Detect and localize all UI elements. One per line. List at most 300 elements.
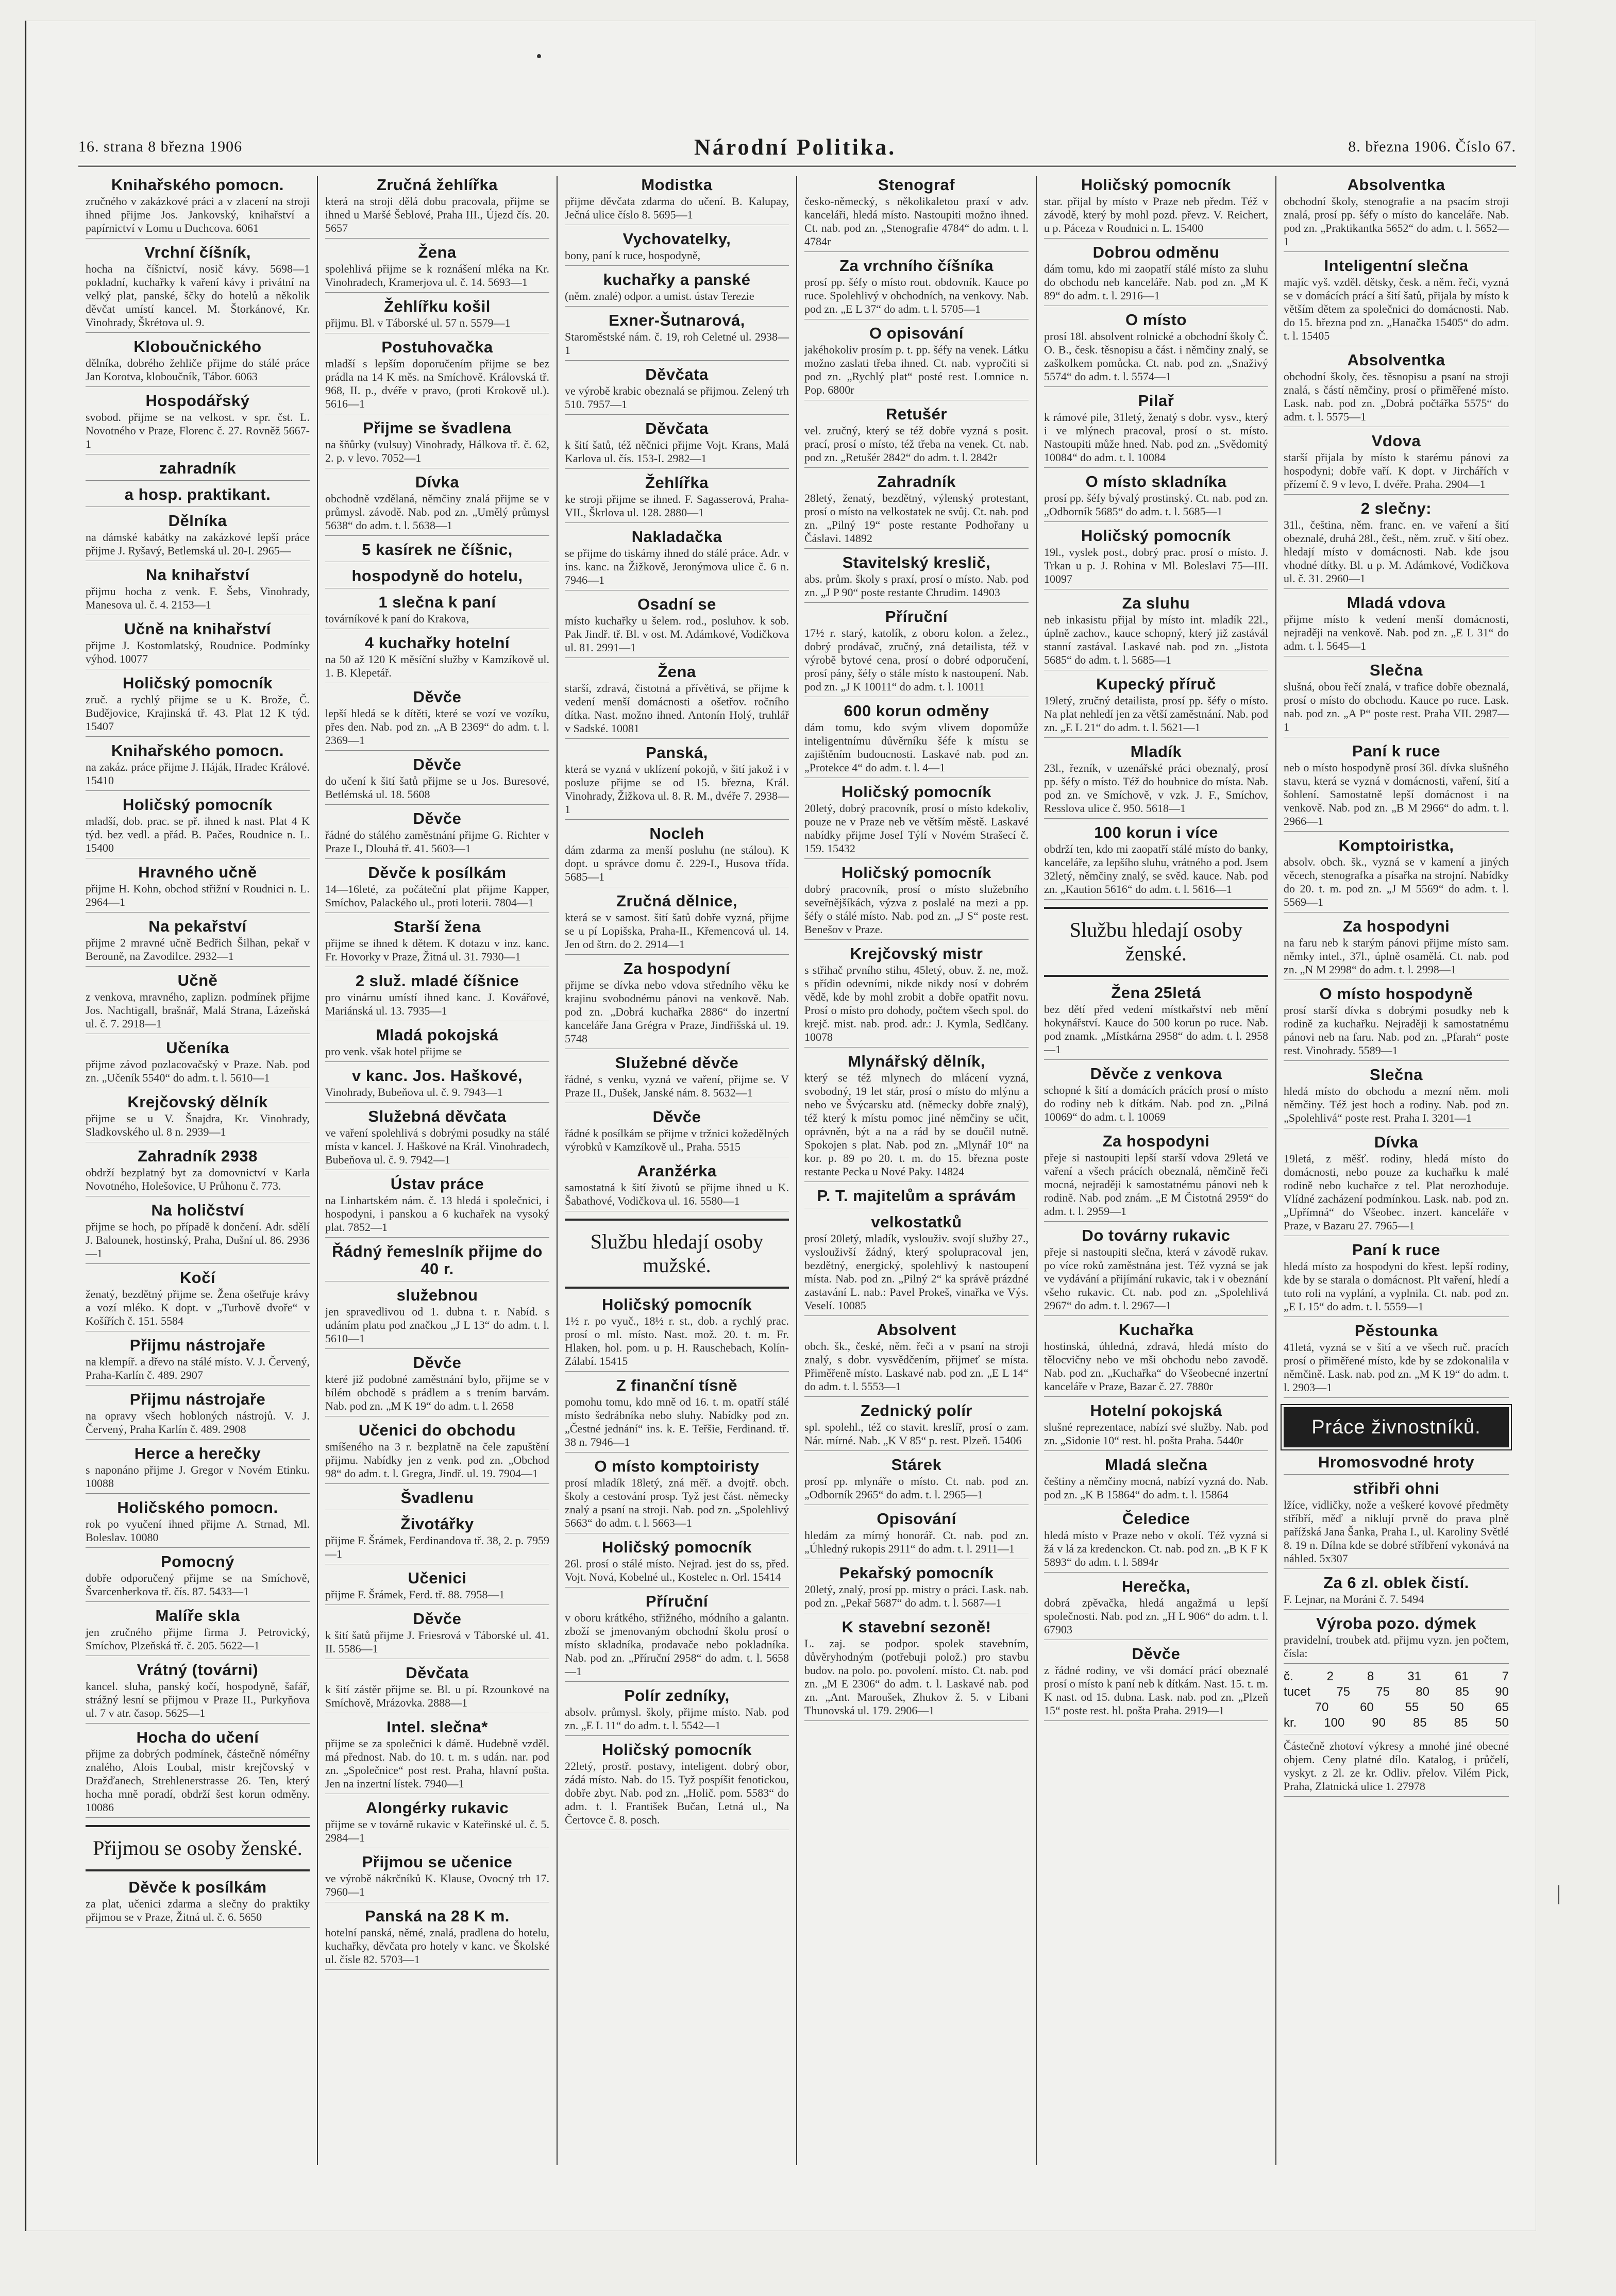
ad-heading: Nakladačka (631, 528, 722, 546)
column-6 (1276, 176, 1516, 2165)
ad-body: přijme J. Kostomlatský, Roudnice. Podmínky výhod. 10077 (86, 639, 310, 665)
ad-heading: Postuhovačka (381, 338, 493, 356)
ad-body: dám zdarma za menší posluhu (ne stálou). K dopt. u správce domu č. 229-I., Husova třída. 5685—1 (565, 843, 789, 883)
ad-body: pro vinárnu umístí ihned kanc. J. Kovářové, Mariánská ul. 13. 7935—1 (325, 991, 549, 1017)
ad-body: 19l., vyslek post., dobrý prac. prosí o místo. J. Trkan u p. J. Rohina v Ml. Boleslavi 75—III. 10097 (1044, 546, 1268, 585)
ad-body: spl. spolehl., též co stavit. kreslíř, prosí o zam. Nár. mírné. Nab. „K V 85“ p. rest. Plzeň. 15406 (804, 1421, 1029, 1447)
ad-heading: K stavební sezoně! (841, 1618, 991, 1636)
ad-body: do učení k šití šatů přijme se u Jos. Buresové, Betlémská ul. 18. 5608 (325, 774, 549, 801)
ad-body: ve výrobě nákrčníků K. Klause, Ovocný trh 17. 7960—1 (325, 1872, 549, 1898)
ad-heading: 100 korun i více (1094, 823, 1218, 841)
classified-ad (804, 945, 1029, 1048)
classified-ad (804, 176, 1029, 252)
ad-heading: Přijme se švadlena (363, 419, 512, 437)
ad-heading: velkostatků (871, 1213, 962, 1231)
classified-ad (1284, 1740, 1509, 1797)
ad-heading: Nocleh (649, 824, 704, 842)
ad-heading: Řádný řemeslník přijme do 40 r. (332, 1242, 543, 1278)
ad-heading: Knihařského pomocn. (111, 741, 284, 759)
price-cell: 75 (1336, 1685, 1351, 1699)
classified-ad (1044, 1133, 1268, 1222)
ad-body: za plat, učenici zdarma a slečny do praktiky přijmou se v Praze, Žitná ul. č. 6. 5650 (86, 1897, 310, 1923)
ad-body: s naponáno přijme J. Gregor v Novém Etinku. 10088 (86, 1463, 310, 1490)
classified-ad (86, 338, 310, 387)
ad-body: řádné k posílkám se přijme v tržnici kožedělných výrobků v Kamzíkově ul., Praha. 5515 (565, 1127, 789, 1153)
price-row (1284, 1715, 1509, 1731)
ad-body: přijme místo k vedení menší domácnosti, nejraději na venkově. Nab. pod zn. „E L 31“ do adm. t. l. 5645—1 (1284, 613, 1509, 652)
ad-heading: zahradník (159, 459, 237, 477)
ad-heading: Slečna (1370, 1066, 1423, 1084)
ad-heading: Inteligentní slečna (1324, 257, 1469, 275)
ad-body: přijme F. Šrámek, Ferd. tř. 88. 7958—1 (325, 1588, 505, 1601)
ad-heading: Herečka, (1121, 1577, 1191, 1595)
ad-body: hostinská, úhledná, zdravá, hledá místo do tělocvičny nebo ve mši obchodu nebo zavodě. Nab. pod zn. „Kuchařka“ do Všeobecné inzertní kanceláře v Praze, Bazar č. 27. 7880r (1044, 1340, 1268, 1393)
classified-ad (565, 528, 789, 590)
classified-ad (804, 1402, 1029, 1451)
classified-ad (804, 608, 1029, 697)
ad-body: 20letý, znalý, prosí pp. mistry o práci. Lask. nab. pod zn. „Pekař 5687“ do adm. t. l. 5687—1 (804, 1583, 1029, 1609)
ad-heading: Malíře skla (155, 1607, 240, 1625)
classified-ad (325, 244, 549, 293)
ad-heading: Služebné děvče (615, 1054, 739, 1072)
ad-body: která se vyzná v uklízení pokojů, v šití jakož i v posluze přijme se od 15. března, Král. Vinohrady, Žižkova ul. 8. R. M., dvéře 7. 2938—1 (565, 763, 789, 816)
classified-ad (325, 688, 549, 751)
ad-heading: Zahradník (877, 472, 956, 491)
ad-body: jen spravedlivou od 1. dubna t. r. Nabíd. s udáním platu pod značkou „J L 13“ do adm. t. l. 5610—1 (325, 1305, 549, 1345)
ad-heading: Panská, (646, 744, 708, 762)
ad-heading: Komptoiristka, (1338, 836, 1454, 854)
ad-body: Staroměstské nám. č. 19, roh Celetné ul. 2938—1 (565, 330, 789, 357)
price-row (1284, 1700, 1509, 1715)
ad-body: k šití zástěr přijme se. Bl. u pí. Rzounkové na Smíchově, Mrázovka. 2888—1 (325, 1683, 549, 1709)
classified-ad (325, 474, 549, 536)
classified-ad (1044, 595, 1268, 670)
ad-body: hotelní panská, němé, znalá, pradlena do hotelu, kuchařky, děvčata pro hotely v kanc. ve Školské ul. čísle 82. 5703—1 (325, 1926, 549, 1966)
ad-heading: Hromosvodné hroty (1318, 1453, 1475, 1471)
classified-ad (565, 1054, 789, 1103)
ad-body: bez dětí před vedení místkařství neb mění hokynářství. Kauce do 500 korun po ruce. Nab. pod znamk. „Místkárna 2958“ do adm. t. l. 2958—1 (1044, 1003, 1268, 1056)
ad-heading: Příruční (645, 1592, 709, 1610)
ad-heading: Holičský pomocník (601, 1295, 752, 1313)
ad-heading: Opisování (877, 1510, 956, 1528)
ad-body: prosí mladík 18letý, zná měř. a dvojtř. obch. školy a cestování prosp. Tyž jest část. německy znalý a psaní na stroji. Nab. pod zn. „Spolehlivý 5663“ do adm. t. l. 5663—1 (565, 1476, 789, 1529)
ad-body: obchodně vzdělaná, němčiny znalá přijme se v průmysl. závodě. Nab. pod zn. „Umělý průmysl 5638“ do adm. t. l. 5638—1 (325, 492, 549, 532)
classified-ad (86, 864, 310, 913)
ad-heading: Za sluhu (1122, 594, 1190, 612)
price-cell: 31 (1407, 1669, 1421, 1683)
classified-ad (325, 810, 549, 859)
classified-ad (804, 702, 1029, 778)
ad-heading: Hocha do učení (136, 1728, 259, 1746)
ad-heading: Hravného učně (138, 863, 257, 881)
price-cell: 100 (1324, 1716, 1345, 1730)
ad-heading: Hotelní pokojská (1090, 1402, 1222, 1420)
masthead-title: Národní Politika. (694, 134, 897, 160)
ad-heading: Holičský pomocník (601, 1741, 752, 1759)
ad-heading: Žena 25letá (1111, 984, 1201, 1002)
ad-heading: Modistka (641, 176, 713, 194)
ad-body: ve vaření spolehlivá s dobrými posudky na stálé místa v kancel. J. Haškové na Král. Vinohradech, Bubeňova ul. č. 9. 7942—1 (325, 1126, 549, 1166)
section-heading: Službu hledají osoby mužské. (565, 1219, 789, 1289)
ad-heading: Přijmu nástrojaře (129, 1390, 266, 1408)
ad-heading: Stárek (891, 1456, 942, 1474)
ad-heading: Na pekařství (148, 917, 247, 935)
classified-ad (86, 460, 310, 481)
classified-ad (1044, 311, 1268, 387)
ad-body: prosí starší dívka s dobrými posudky neb k rodině za kuchařku. Nejraději k samostatnému pánovi neb na faru. Nab. pod zn. „Pfarah“ poste rest. Vinohrady. 5589—1 (1284, 1004, 1509, 1057)
price-cell: 85 (1455, 1685, 1469, 1699)
price-cell: č. (1284, 1669, 1293, 1683)
classified-ad (86, 1553, 310, 1602)
ad-body: přijme se v továrně rukavic v Kateřinské ul. č. 5. 2984—1 (325, 1818, 549, 1844)
classified-ad (804, 1564, 1029, 1613)
ad-body: které již podobné zaměstnání bylo, přijme se v bílém obchodě s prádlem a s trením barvám. Nab. pod zn. „M K 19“ do adm. t. l. 2658 (325, 1373, 549, 1412)
ad-heading: Holičský pomocník (841, 864, 992, 882)
ad-heading: Hospodářský (145, 392, 250, 410)
column-4 (797, 176, 1037, 2165)
ad-heading: v kanc. Jos. Haškové, (351, 1067, 523, 1085)
ad-body: zruč. a rychlý přijme se u K. Brože, Č. Budějovice, Krajinská tř. 43. Plat 12 K týd. 15407 (86, 693, 310, 733)
ad-body: na 50 až 120 K měsíční služby v Kamzíkově ul. 1. B. Klepetář. (325, 653, 549, 679)
classified-ad (86, 1147, 310, 1196)
ad-heading: Zručná žehlířka (377, 176, 498, 194)
classified-ad (325, 541, 549, 562)
ad-heading: Učenici (408, 1569, 467, 1587)
ad-heading: 4 kuchařky hotelní (364, 634, 510, 652)
ad-body: přijme F. Šrámek, Ferdinandova tř. 38, 2. p. 7959—1 (325, 1534, 549, 1560)
column-5 (1037, 176, 1276, 2165)
classified-ad (1284, 918, 1509, 980)
ad-body: lžíce, vidličky, nože a veškeré kovové předměty stříbří, měď a niklují prvně do prava plně pařížská Jana Šanka, Praha I., ul. Karoliny Světlé 8. 19 n. Dílna kde se dobré stříbření vykonává na náhled. 5x307 (1284, 1498, 1509, 1565)
ad-body: obchodní školy, čes. těsnopisu a psaní na stroji znalá, s částí němčiny, prosí o přiměřené místo. Lask. nab. pod zn. „Dobrá počtářka 5575“ do adm. t. l. 5575—1 (1284, 370, 1509, 423)
classified-ad (86, 244, 310, 333)
price-cell: 90 (1495, 1685, 1509, 1699)
ad-body: smíšeného na 3 r. bezplatně na čele zapuštění přijmu. Nabídky jen z venk. pod zn. „Obchod 98“ do adm. t. l. Gregra, Jindř. ul. 19. 7904—1 (325, 1440, 549, 1480)
ad-heading: Holičský pomocník (601, 1538, 752, 1556)
price-row (1284, 1684, 1509, 1700)
ad-heading: Kupecký příruč (1096, 675, 1216, 693)
ad-body: která na stroji dělá dobu pracovala, přijme se ihned u Maršé Šeblové, Praha III., Újezd čís. 20. 5657 (325, 195, 549, 234)
price-cell: 60 (1360, 1700, 1374, 1714)
classified-ad (1284, 1480, 1509, 1569)
classified-ad (86, 674, 310, 737)
ad-heading: Mladá pokojská (376, 1026, 499, 1044)
ad-body: přijme se ihned k dětem. K dotazu v inz. kanc. Fr. Hovorky v Praze, Žitná ul. 31. 7930—1 (325, 937, 549, 963)
ad-heading: Kuchařka (1118, 1321, 1194, 1339)
classified-ad (86, 742, 310, 791)
ad-body: starší přijala by místo k starému pánovi za hospodyni; dobře vaří. K dopt. v Jirchářích v přízemí č. 9 v levo, I. dvéře. Praha. 2904—1 (1284, 451, 1509, 491)
ad-heading: a hosp. praktikant. (124, 485, 271, 503)
classified-ad (86, 796, 310, 858)
ad-body: spolehlivá přijme se k roznášení mléka na Kr. Vinohradech, Kramerjova ul. č. 14. 5693—1 (325, 262, 549, 289)
ad-body: obdrží ten, kdo mi zaopatří stálé místo do banky, kanceláře, za lepšího sluhu, vrátného a pod. Jsem 32letý, němčiny znalý, se svěd. kauce. Nab. pod zn. „Kaution 5616“ do adm. t. l. 5616—1 (1044, 842, 1268, 896)
classified-ad (565, 960, 789, 1049)
price-row (1284, 1669, 1509, 1684)
classified-ad (325, 1853, 549, 1902)
ad-heading: Pekařský pomocník (839, 1564, 994, 1582)
classified-ad (325, 1026, 549, 1062)
classified-ad (565, 1296, 789, 1372)
ad-heading: Absolventka (1347, 351, 1445, 369)
ad-heading: služebnou (396, 1286, 478, 1304)
ad-body: 31l., čeština, něm. franc. en. ve vaření a šití obeznalé, druhá 28l., češt., něm. zruč. v šití obez. hledají místo v domácnosti. Nab. kde jsou vhodné dítky. Bl. u p. M. Adámkové, Vodičkova ul. č. 31. 2960—1 (1284, 518, 1509, 585)
page-header (78, 129, 1516, 167)
ad-heading: kuchařky a panské (603, 271, 751, 289)
ad-body: dělníka, dobrého žehliče přijme do stálé práce Jan Korotva, kloboučník, Tábor. 6063 (86, 357, 310, 383)
ad-heading: Absolventka (1347, 176, 1445, 194)
classified-ad (86, 1607, 310, 1656)
classified-ad (325, 594, 549, 629)
ad-heading: O místo komptoiristy (594, 1457, 760, 1475)
ad-heading: Za hospodyní (623, 959, 731, 977)
page-dot (537, 54, 541, 58)
classified-ad (804, 1510, 1029, 1559)
ad-body: z venkova, mravného, zaplizn. podmínek přijme Jos. Nachtigall, brašnář, Malá Strana, Lázeňská ul. č. 7. 2918—1 (86, 990, 310, 1030)
price-cell: 75 (1376, 1685, 1390, 1699)
price-cell: 50 (1450, 1700, 1464, 1714)
classified-ad (86, 620, 310, 669)
classified-ad (1284, 1322, 1509, 1398)
ad-heading: Děvče (413, 809, 462, 828)
ad-heading: Exner-Šutnarová, (609, 311, 745, 329)
ad-body: češtiny a němčiny mocná, nabízí vyzná do. Nab. pod zn. „K B 15864“ do adm. t. l. 15864 (1044, 1475, 1268, 1501)
classified-ad (804, 406, 1029, 468)
ad-body: 1½ r. po vyuč., 18½ r. st., dob. a rychlý prac. prosí o ml. místo. Nast. mož. 20. t. m. Fr. Hlaken, hol. pom. u p. H. Rauschebach, Kolín-Zálabí. 15415 (565, 1314, 789, 1368)
classified-ad (325, 634, 549, 683)
ad-body: pomohu tomu, kdo mně od 16. t. m. opatří stálé místo šedrábníka nebo sluhy. Nabídky pod zn. „Čestné jednání“ ins. k. E. Teřšie, Ferdinand. tř. 38 n. 7946—1 (565, 1395, 789, 1448)
ad-body: mladší, dob. prac. se př. ihned k nast. Plat 4 K týd. bez vedl. a přád. B. Pačes, Roudnice n. L. 15400 (86, 815, 310, 854)
classified-ad (1284, 1066, 1509, 1128)
classified-ad (565, 1593, 789, 1682)
classified-ad (565, 1687, 789, 1736)
classified-ad (325, 1175, 549, 1238)
classified-ad (804, 1213, 1029, 1316)
ad-body: starší, zdravá, čistotná a přívětivá, se přijme k vedení menší domácnosti a ošetřov. ročního dítka. Nast. možno ihned. Antonín Holý, truhlář v Sadské. 10081 (565, 682, 789, 735)
ad-body: na klempíř. a dřevo na stálé místo. V. J. Červený, Praha-Karlín č. 489. 2907 (86, 1355, 310, 1381)
classified-ad (86, 1039, 310, 1088)
section-banner: Práce živnostníků. (1284, 1407, 1509, 1447)
ad-body: rok po vyučení ihned přijme A. Strnad, Ml. Boleslav. 10080 (86, 1517, 310, 1544)
ad-body: dobrý pracovník, prosí o místo služebního seveřnějšíkách, výzva z poslalé na mezi a pp. šéfy o stálé místo. Nab. pod zn. „J S“ poste rest. Benešov v Praze. (804, 883, 1029, 936)
classified-ad (325, 756, 549, 805)
header-left: 16. strana 8 března 1906 (78, 138, 243, 155)
ad-heading: Krejčovský dělník (127, 1093, 268, 1111)
classified-ad (86, 512, 310, 561)
ad-heading: Krejčovský mistr (850, 944, 983, 963)
classified-ad (86, 1269, 310, 1331)
ad-body: přeje si nastoupiti lepší starší vdova 29letá ve vaření a všech prácích obeznalá, němčině řeči mocná, nejraději k samostatnému pánovi neb k rodině. Nab. pod znám. „E M Čistotná 2959“ do adm. t. l. 2959—1 (1044, 1151, 1268, 1218)
ad-body: na šňůrky (vulsuy) Vinohrady, Hálkova tř. č. 62, 2. p. v levo. 7052—1 (325, 438, 549, 464)
ad-body: hledám za mírný honorář. Ct. nab. pod zn. „Úhledný rukopis 2911“ do adm. t. l. 2911—1 (804, 1529, 1029, 1555)
classified-ad (1284, 1454, 1509, 1475)
ad-heading: Osadní se (637, 595, 716, 613)
price-table (1284, 1669, 1509, 1734)
classified-ad (1284, 1134, 1509, 1236)
ad-body: dobře odporučený přijme se na Smíchově, Švarcenberkova tř. čís. 87. 5433—1 (86, 1572, 310, 1598)
section-heading: Přijmou se osoby ženské. (86, 1825, 310, 1871)
ad-heading: Výroba pozo. dýmek (1316, 1614, 1476, 1632)
classified-ad (325, 864, 549, 913)
ad-heading: Dělníka (168, 512, 227, 530)
ad-body: dám tomu, kdo svým vlivem dopomůže inteligentnímu důvěrníku šéfe k místu se zajištěním budoucnosti. Laskavé nab. pod zn. „Protekce 4“ do adm. t. l. 4—1 (804, 721, 1029, 774)
ad-heading: Děvče (1132, 1645, 1181, 1663)
ad-body: prosí pp. mlynáře o místo. Ct. nab. pod zn. „Odborník 2965“ do adm. t. l. 2965—1 (804, 1475, 1029, 1501)
classified-ad (565, 892, 789, 955)
ad-body: ke stroji přijme se ihned. F. Sagasserová, Praha-VII., Škrlova ul. 128. 2880—1 (565, 493, 789, 519)
ad-body: 19letý, zručný detailista, prosí pp. šéfy o místo. Na plat nehledí jen za větší zaměstnání. Nab. pod zn. „E L 21“ do adm. t. l. 5621—1 (1044, 694, 1268, 734)
ad-body: neb o místo hospodyně prosí 36l. dívka slušného stavu, která se vyzná v domácnosti, vaření, šití a šohlení. Samostatně lepší domácnost i na venkově. Nab. pod zn. „B M 2966“ do adm. t. l. 2966—1 (1284, 761, 1509, 828)
classified-ad (804, 864, 1029, 940)
classified-ad (565, 1458, 789, 1533)
classified-ad (325, 1907, 549, 1970)
ad-heading: Učeníka (166, 1039, 229, 1057)
ad-body: k šití šatů, též něčnici přijme Vojt. Krans, Malá Karlova ul. čís. 153-I. 2982—1 (565, 438, 789, 465)
ad-body: lepší hledá se k dítěti, které se vozí ve vozíku, přes den. Nab. pod zn. „A B 2369“ do adm. t. l. 2369—1 (325, 707, 549, 747)
classified-ad (86, 176, 310, 239)
price-cell: 55 (1405, 1700, 1419, 1714)
ad-heading: Žehlířku košil (384, 297, 491, 315)
classified-ad (86, 1445, 310, 1494)
classified-ad (1044, 1456, 1268, 1505)
ad-body: obdrží bezplatný byt za domovnictví v Karla Novotného, Holešovice, U Průhonu č. 773. (86, 1166, 310, 1192)
ad-body: 41letá, vyzná se v šití a ve všech ruč. pracích prosí o přiměřené místo, kde by se zdokonalila v němčině. Lask. nab. pod zn. „M K 19“ do adm. t. l. 2903—1 (1284, 1341, 1509, 1394)
price-cell: 2 (1326, 1669, 1334, 1683)
classified-ad (804, 325, 1029, 400)
price-cell: kr. (1284, 1716, 1297, 1730)
ad-body: 26l. prosí o stálé místo. Nejrad. jest do ss, před. Vojt. Nová, Kobelné ul., Kostelec n. Orl. 15414 (565, 1557, 789, 1583)
classified-ad (1044, 1510, 1268, 1573)
classified-ad (1044, 1578, 1268, 1640)
classified-ad (1044, 676, 1268, 738)
classified-ad (565, 366, 789, 415)
ad-body: česko-německý, s několikaletou praxí v adv. kanceláři, hledá místo. Nastoupiti možno ihned. Ct. nab. pod zn. „Stenografie 4784“ do adm. t. l. 4784r (804, 195, 1029, 248)
ad-heading: Holičský pomocník (1081, 176, 1232, 194)
classified-ad (1284, 1615, 1509, 1664)
ad-heading: Polír zedníky, (624, 1686, 730, 1704)
classified-ad (86, 486, 310, 507)
classified-ad (1044, 1065, 1268, 1127)
section-heading: Službu hledají osoby ženské. (1044, 907, 1268, 977)
classified-ad (325, 918, 549, 967)
ad-heading: Děvče z venkova (1090, 1065, 1222, 1083)
ad-heading: Pomocný (160, 1552, 235, 1571)
classified-ad (804, 1321, 1029, 1397)
classified-ad (86, 1093, 310, 1142)
ad-heading: Žena (658, 663, 696, 681)
ad-body: na dámské kabátky na zakázkové lepší práce přijme J. Ryšavý, Betlemská ul. 20-I. 2965— (86, 531, 310, 557)
ad-heading: 600 korun odměny (844, 702, 989, 720)
ad-body: obch. šk., české, něm. řeči a v psaní na stroji znalý, s dobr. vysvědčením, přijmeť se místa. Přiměřeně místo. Laskavé nab. pod zn. „E L 14“ do adm. t. l. 5553—1 (804, 1340, 1029, 1393)
ad-body: 20letý, dobrý pracovník, prosí o místo kdekoliv, pouze ne v Praze neb ve větším městě. Laskavé nabídky přijme Josef Týlí v Novém Strašecí č. 159. 15432 (804, 802, 1029, 855)
classified-ad (565, 420, 789, 469)
price-cell: 61 (1454, 1669, 1469, 1683)
ad-heading: Dívka (1374, 1133, 1419, 1151)
ad-body: prosí 18l. absolvent rolnické a obchodní školy Č. O. B., česk. těsnopisu a část. i němčiny znalý, se zaškolkem pomůcka. Ct. nab. pod zn. „Snaživý 5574“ do adm. t. l. 5574—1 (1044, 330, 1268, 383)
ad-body: hledá místo v Praze nebo v okolí. Též vyzná si žá v lá za kredenckon. Ct. nab. pod zn. „B K F K 5893“ do adm. t. l. 5894r (1044, 1529, 1268, 1568)
classified-ad (1044, 824, 1268, 900)
classified-ad (86, 1499, 310, 1548)
ad-body: přijmu hocha z venk. F. Šebs, Vinohrady, Manesova ul. č. 4. 2153—1 (86, 585, 310, 611)
ad-heading: Přijmou se učenice (362, 1853, 513, 1871)
ad-heading: Stavitelský kreslič, (842, 553, 991, 571)
ad-heading: Dívka (415, 473, 460, 491)
ad-heading: 2 služ. mladé číšnice (355, 972, 519, 990)
ad-body: se přijme do tiskárny ihned do stálé práce. Adr. v ins. kanc. na Žižkově, Jeronýmova ulice č. 6 n. 7946—1 (565, 547, 789, 586)
ad-heading: Do továrny rukavic (1082, 1226, 1231, 1244)
ad-heading: Dobrou odměnu (1092, 243, 1220, 261)
ad-heading: Životářky (400, 1515, 474, 1533)
ad-body: z řádné rodiny, ve vši domácí prácí obeznalé prosí o místo k paní neb k dítkám. Nast. 15. t. m. K nast. od 15. dubna. Lask. nab. pod zn. „Plzeň 15“ poste rest. hl. pošta Praha. 2919—1 (1044, 1664, 1268, 1717)
ad-body: absolv. průmysl. školy, přijme místo. Nab. pod zn. „E L 11“ do adm. t. l. 5542—1 (565, 1706, 789, 1732)
ad-heading: Holičský pomocník (841, 783, 992, 801)
ad-body: dobrá zpěvačka, hledá angažmá u lepší společnosti. Nab. pod zn. „H L 906“ do adm. t. l. 67903 (1044, 1596, 1268, 1636)
classified-ad (565, 1162, 789, 1211)
ad-heading: Přijmu nástrojaře (129, 1336, 266, 1354)
classified-ad (325, 1422, 549, 1484)
ad-heading: Mladík (1130, 742, 1182, 761)
classified-ad (1044, 1321, 1268, 1397)
classified-ad (86, 392, 310, 454)
classified-ad (325, 1718, 549, 1794)
classified-ad (1044, 743, 1268, 819)
ad-body: k rámové pile, 31letý, ženatý s dobr. vysv., který i ve mlýnech pracoval, prosí o st. místo. Nastoupiti může hned. Nab. pod zn. „Svědomitý 10084“ do adm. t. l. 10084 (1044, 411, 1268, 464)
classified-ad (565, 230, 789, 266)
ad-body: který se též mlynech do mlácení vyzná, svobodný, 19 let stár, prosí o místo do mlýnu a nebo ve Švýcarsku atd. (německy dobře znalý), též který k místu pomoc jiné němčiny se učit, oprávněn, být a na a rád by se doučil nutně. Spokojen s plat. Nab. pod zn. „Mlynář 10“ na kor. p. 89 po 20. t. m. do 15. března poste restante Pecka u Nové Paky. 14824 (804, 1071, 1029, 1178)
classified-ad (325, 1610, 549, 1659)
ad-heading: Starší žena (393, 918, 481, 936)
classified-ad (1044, 392, 1268, 468)
ad-heading: hospodyně do hotelu, (351, 567, 523, 585)
ad-body: pro venk. však hotel přijme se (325, 1045, 462, 1058)
ad-body: s střihač prvního stihu, 45letý, obuv. ž. ne, mož. s přídin odevními, nikde nikdy nosí v dobrém vědě, kde by mohl zrobit a dobře opatřit novu. Prosí o místo pro dohody, počtem všech spol. do krejč. mist. nab. prod. adr.: J. Kymla, Sedlčany. 10078 (804, 964, 1029, 1043)
classified-ad (1044, 176, 1268, 239)
ad-heading: O opisování (869, 324, 964, 342)
classified-ad (86, 918, 310, 967)
ad-body: přijmu. Bl. v Táborské ul. 57 n. 5579—1 (325, 316, 511, 329)
ad-heading: Retušér (886, 405, 947, 423)
ad-body: přeje si nastoupiti slečna, která v závodě rukav. po více roků zaměstnána jest. Též vyzná se jak ve vydávání a přijímání rukavic, tak i v obeznání všeho rukavic. Ct. nab. pod zn. „Spolehlivá 2967“ do adm. t. l. 2967—1 (1044, 1245, 1268, 1312)
ad-body: prosí pp. šéfy o místo rout. obdovník. Kauce po ruce. Spolehlivý v obchodních, na venkovy. Nab. pod zn. „E L 37“ do adm. t. l. 5705—1 (804, 276, 1029, 315)
ad-heading: O místo (1125, 311, 1187, 329)
ad-heading: Z finanční tísně (616, 1376, 738, 1394)
ad-body: na opravy všech hobloných nástrojů. V. J. Červený, Praha Karlín č. 489. 2908 (86, 1409, 310, 1436)
classified-ad (1044, 244, 1268, 306)
classified-ad (325, 1287, 549, 1349)
ad-heading: Učenici do obchodu (358, 1421, 516, 1439)
ad-body: Částečně zhotoví výkresy a mnohé jiné obecné objem. Ceny platné dílo. Katalog, i průčelí, vyskyt. z 2l. ze kr. Odliv. přelov. Vilém Pick, Praha, Zlatnická ulice 1. 27978 (1284, 1740, 1509, 1793)
ad-body: která se v samost. šití šatů dobře vyzná, přijme se u pí Lopišska, Praha-II., Křemencová ul. 14. Jen od štrn. do 2. 2914—1 (565, 911, 789, 951)
ad-heading: Ústav práce (390, 1175, 484, 1193)
classified-ad (565, 663, 789, 739)
classified-ad (1284, 594, 1509, 656)
ad-body: přijme se za společnici k dámě. Hudebně vzděl. má přednost. Nab. do 10. t. m. s udán. nar. pod zn. „Společnice“ post rest. Praha, hlavní pošta. Jen na inzertní lístek. 7940—1 (325, 1737, 549, 1790)
price-cell: 80 (1416, 1685, 1429, 1699)
classified-ad (86, 1202, 310, 1264)
ad-body: majíc vyš. vzděl. dětsky, česk. a něm. řeči, vyzná se v domácích prácí a šití šatů, přijala by místo k větším dětem za společnici do domácnosti. Nab. do 15. března pod zn. „Hanačka 15405“ do adm. t. l. 15405 (1284, 276, 1509, 342)
price-cell: 7 (1502, 1669, 1509, 1683)
ad-heading: Děvče (652, 1108, 701, 1126)
ad-heading: Pilař (1138, 392, 1174, 410)
classified-ad (804, 783, 1029, 859)
price-cell: 90 (1372, 1716, 1386, 1730)
ad-heading: Děvče k posílkám (128, 1878, 267, 1896)
classified-ad (804, 257, 1029, 319)
ad-heading: Za vrchního číšníka (839, 257, 994, 275)
ad-body: bony, paní k ruce, hospodyně, (565, 249, 701, 262)
price-cell: tucet (1284, 1685, 1311, 1699)
ad-heading: Vdova (1371, 432, 1421, 450)
ad-heading: Děvče (413, 1610, 462, 1628)
